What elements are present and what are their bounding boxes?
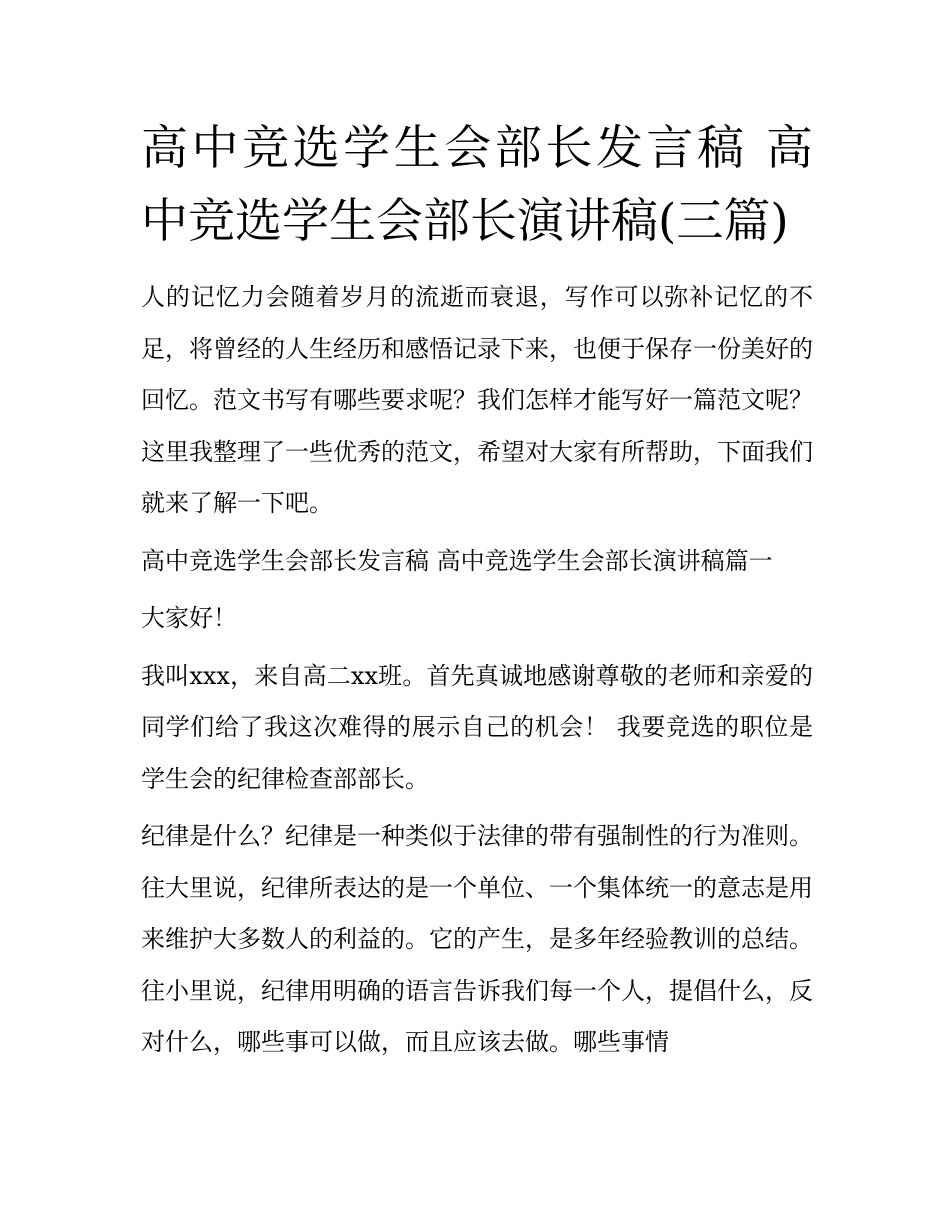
document-title: 高中竞选学生会部长发言稿 高中竞选学生会部长演讲稿(三篇)	[141, 121, 813, 249]
document-body	[141, 112, 813, 1069]
self-introduction-paragraph: 我叫xxx，来自高二xx班。首先真诚地感谢尊敬的老师和亲爱的同学们给了我这次难得的展示自己的机会！ 我要竞选的职位是学生会的纪律检查部部长。	[141, 661, 813, 793]
greeting-paragraph: 大家好！	[141, 604, 237, 632]
intro-paragraph: 人的记忆力会随着岁月的流逝而衰退，写作可以弥补记忆的不足，将曾经的人生经历和感悟记录下来，也便于保存一份美好的回忆。范文书写有哪些要求呢？我们怎样才能写好一篇范文呢？这里我整理了一些优秀的范文，希望对大家有所帮助，下面我们就来了解一下吧。	[141, 283, 813, 517]
discipline-paragraph: 纪律是什么？纪律是一种类似于法律的带有强制性的行为准则。往大里说，纪律所表达的是一个单位、一个集体统一的意志是用来维护大多数人的利益的。它的产生，是多年经验教训的总结。往小里说，纪律用明确的语言告诉我们每一个人，提倡什么，反对什么，哪些事可以做，而且应该去做。哪些事情	[141, 822, 813, 1056]
section-heading: 高中竞选学生会部长发言稿 高中竞选学生会部长演讲稿篇一	[141, 546, 773, 575]
